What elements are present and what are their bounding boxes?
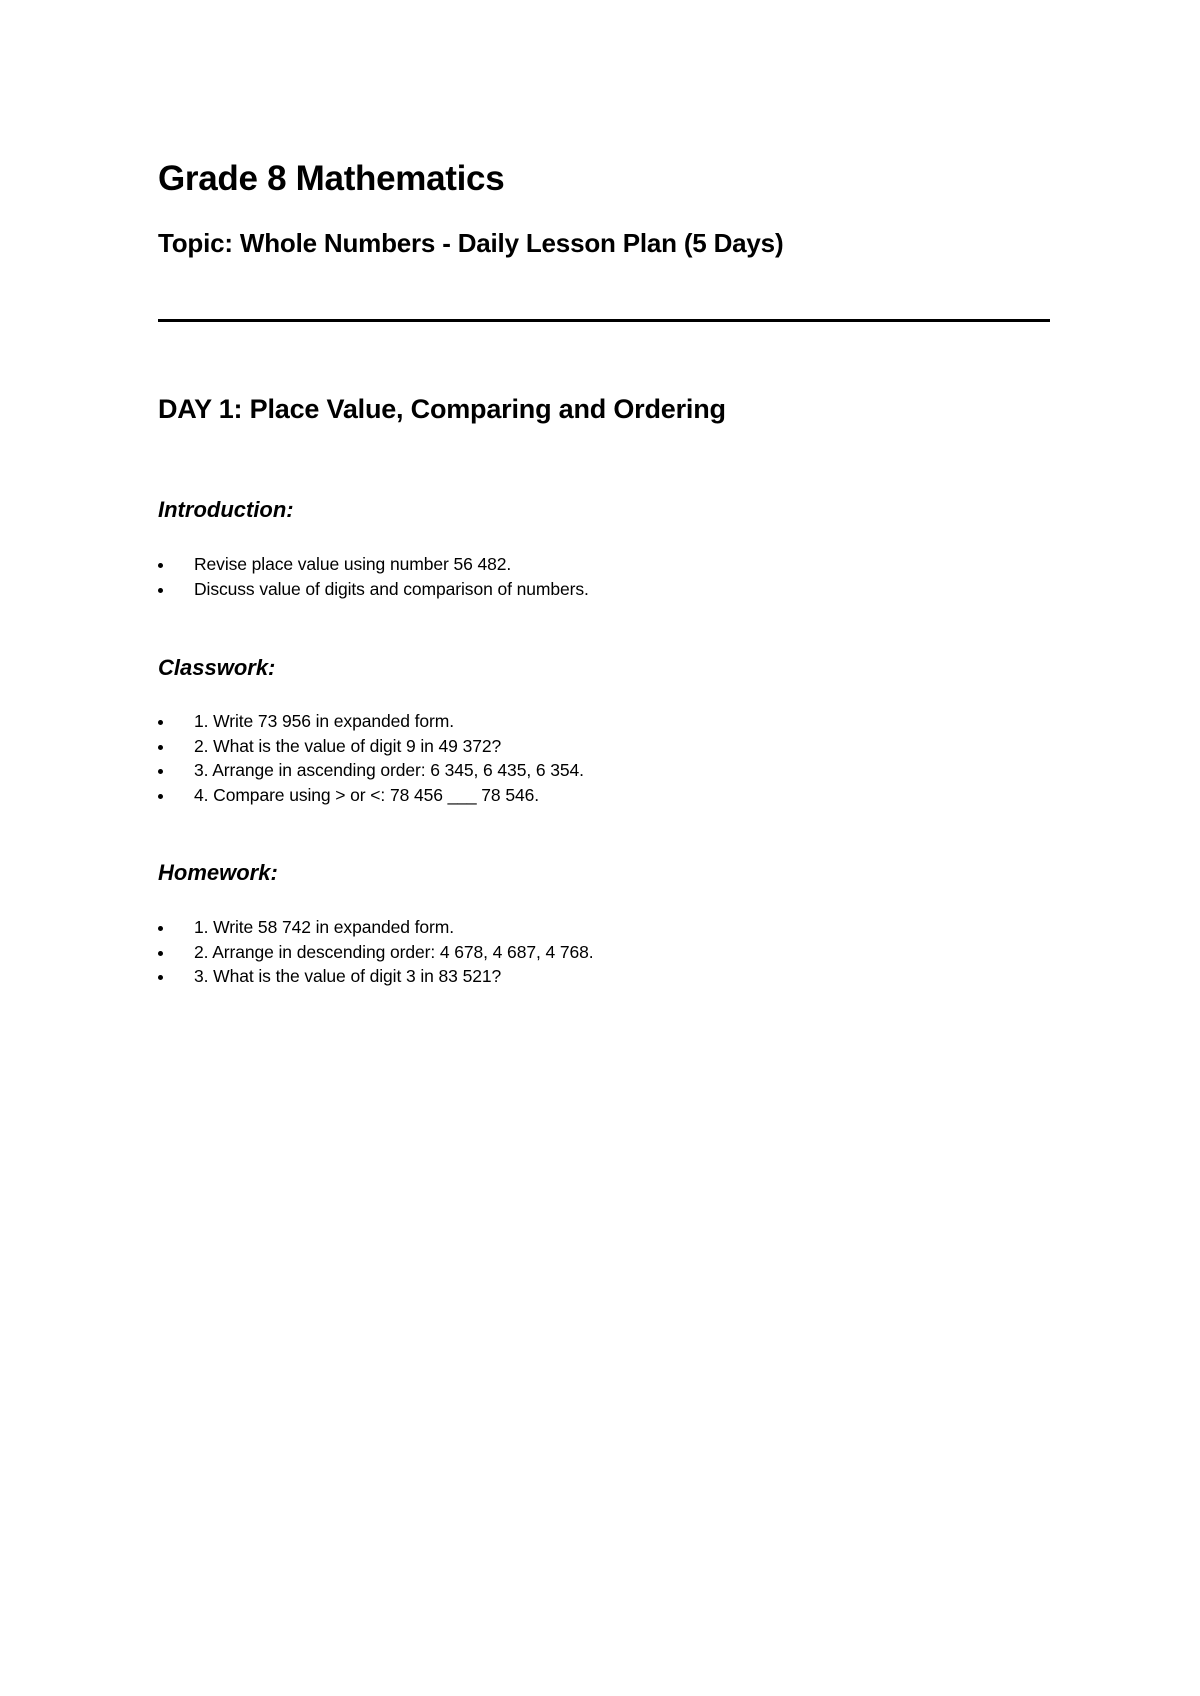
- introduction-list: [158, 552, 589, 601]
- classwork-list: [158, 709, 584, 807]
- list-item: Revise place value using number 56 482.: [158, 552, 589, 577]
- introduction-heading: Introduction:: [158, 497, 294, 522]
- document-title: Grade 8 Mathematics: [158, 159, 505, 198]
- day-1-heading: DAY 1: Place Value, Comparing and Ordering: [158, 394, 726, 424]
- list-item: 2. What is the value of digit 9 in 49 372?: [158, 734, 584, 759]
- list-item: 2. Arrange in descending order: 4 678, 4 687, 4 768.: [158, 940, 594, 965]
- horizontal-divider: [158, 319, 1050, 322]
- list-item: 1. Write 73 956 in expanded form.: [158, 709, 584, 734]
- homework-list: [158, 915, 594, 989]
- list-item: 1. Write 58 742 in expanded form.: [158, 915, 594, 940]
- homework-heading: Homework:: [158, 860, 278, 885]
- list-item: 3. What is the value of digit 3 in 83 521?: [158, 964, 594, 989]
- document-subtitle: Topic: Whole Numbers - Daily Lesson Plan (5 Days): [158, 228, 784, 258]
- classwork-heading: Classwork:: [158, 655, 276, 680]
- list-item: 3. Arrange in ascending order: 6 345, 6 435, 6 354.: [158, 758, 584, 783]
- list-item: Discuss value of digits and comparison of numbers.: [158, 577, 589, 602]
- list-item: 4. Compare using > or <: 78 456 ___ 78 546.: [158, 783, 584, 808]
